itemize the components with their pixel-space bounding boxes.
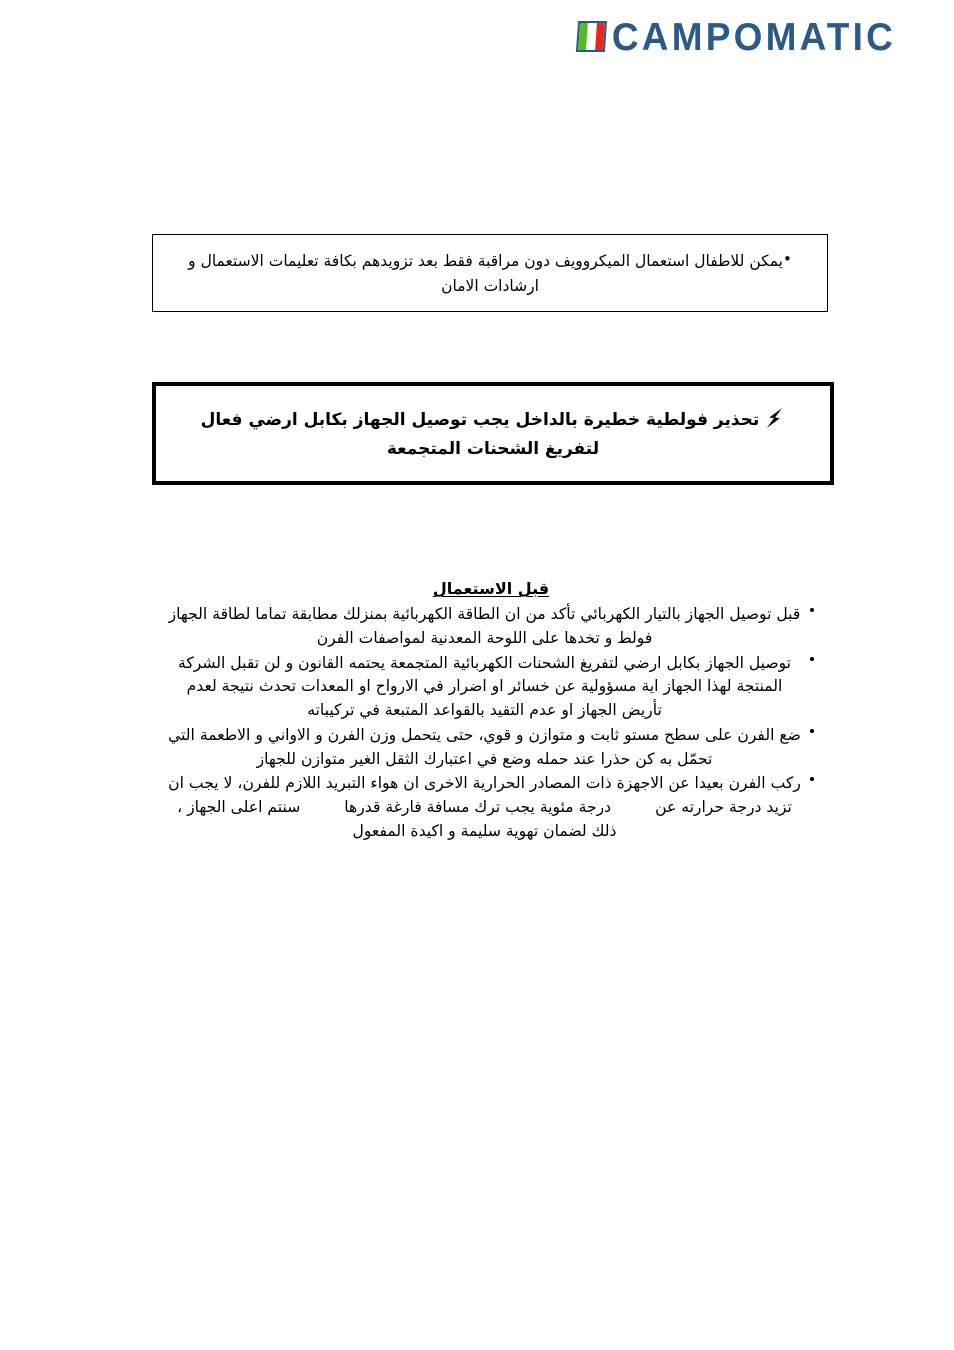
list-item-text: قبل توصيل الجهاز بالتيار الكهربائي تأكد من ان الطاقة الكهربائية بمنزلك مطابقة تماما لطاقة الجهاز فولط و تخدها على اللوحة المعدنية لمواصفات الفرن: [168, 605, 801, 648]
high-voltage-warning-box: [152, 382, 834, 485]
bullet-icon: •: [782, 250, 792, 268]
flag-stripe-red: [595, 23, 605, 50]
italian-flag-icon: [576, 21, 607, 52]
lightning-bolt-icon: [764, 408, 785, 428]
before-use-section: [168, 578, 814, 844]
children-supervision-note-box: [152, 234, 828, 312]
brand-header: [577, 14, 896, 59]
list-item-text: ركب الفرن بعيدا عن الاجهزة ذات المصادر الحرارية الاخرى ان هواء التبريد اللازم للفرن، لا يجب ان تزيد درجة حرارته عن: [168, 774, 801, 816]
before-use-instruction-list: [168, 603, 814, 843]
list-item-text: توصيل الجهاز بكابل ارضي لتفريغ الشحنات الكهربائية المتجمعة يحتمه القانون و لن تقبل الشركة المنتجة لهذا الجهاز اية مسؤولية عن خسائر او اضرار في الارواح او المعدات تحدث نتيجة لعدم تأريض الجهاز او عدم التقيد بالقواعد المتبعة في تركيباته: [177, 653, 792, 720]
bullet-icon: [810, 729, 814, 733]
list-item: [168, 652, 814, 723]
list-item-text-3: سنتم اعلى الجهاز ، ذلك لضمان تهوية سليمة و اكيدة المفعول: [177, 797, 617, 840]
note-box-paragraph: [169, 249, 811, 299]
bullet-icon: [810, 777, 814, 781]
bullet-icon: [810, 657, 814, 661]
list-item-text: ضع الفرن على سطح مستو ثابت و متوازن و قوي، حتى يتحمل وزن الفرن و الاواني و الاطعمة التي تحمّل به كن حذرا عند حمله وضع في اعتبارك الثقل الغير متوازن للجهاز: [168, 725, 801, 768]
list-item: [168, 724, 814, 771]
list-item-text-2: درجة مئوية يجب ترك مسافة فارغة قدرها: [344, 797, 612, 816]
brand-wordmark: CAMPOMATIC: [611, 14, 896, 59]
warning-box-text: تحذير فولطية خطيرة بالداخل يجب توصيل الجهاز بكابل ارضي فعال لتفريغ الشحنات المتجمعة: [200, 410, 760, 460]
note-box-text: يمكن للاطفال استعمال الميكروويف دون مراقبة فقط بعد تزويدهم بكافة تعليمات الاستعمال و ارشادات الامان: [188, 252, 783, 296]
list-item: [168, 772, 814, 843]
warning-box-paragraph: [174, 406, 812, 464]
section-title-before-use: قبل الاستعمال: [432, 579, 550, 598]
list-item: [168, 603, 814, 650]
bullet-icon: [810, 608, 814, 612]
